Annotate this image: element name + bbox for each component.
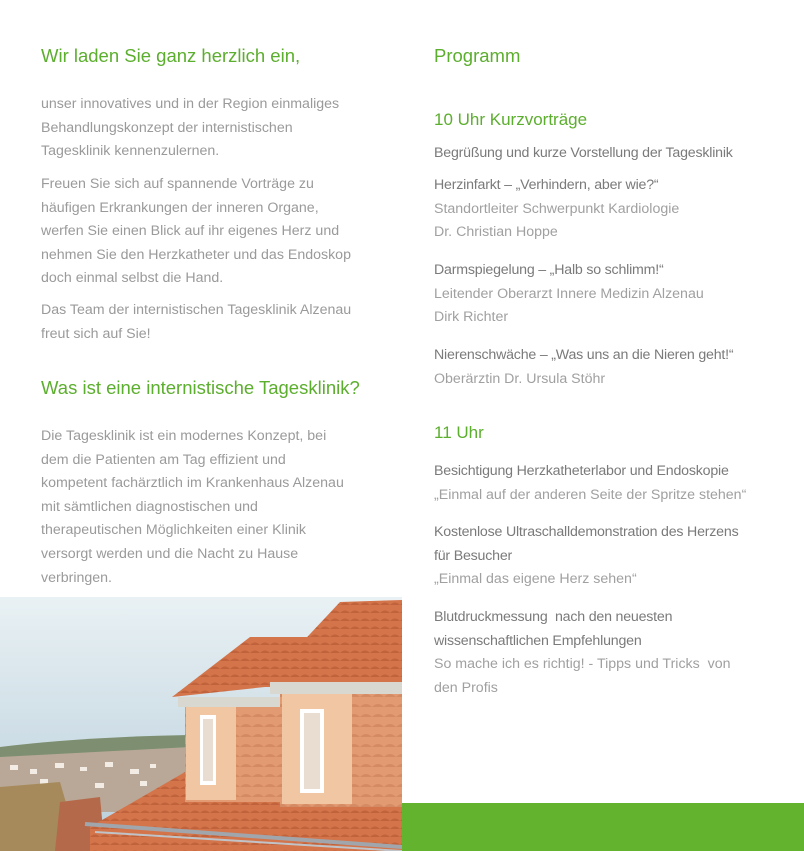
program-item-title: Besichtigung Herzkatheterlabor und Endoskopie [434, 463, 729, 479]
program-item-title: wissenschaftlichen Empfehlungen [434, 632, 642, 649]
text-line: kompetent fachärztlich im Krankenhaus Alzenau [41, 475, 344, 492]
program-item-speaker-role: Standortleiter Schwerpunkt Kardiologie [434, 200, 680, 217]
program-item-title: für Besucher [434, 547, 513, 564]
program-item-speaker-name: Dirk Richter [434, 309, 509, 326]
definition-paragraph [41, 425, 344, 590]
block-10-uhr-title: 10 Uhr Kurzvorträge [434, 110, 588, 129]
text-line: Die Tagesklinik ist ein modernes Konzept, bei [41, 428, 327, 444]
program-item-title: Nierenschwäche – „Was uns an die Nieren geht!“ [434, 347, 734, 363]
text-line: mit sämtlichen diagnostischen und [41, 498, 258, 515]
program-item-blutdruck [434, 606, 730, 700]
text-line: therapeutischen Möglichkeiten einer Klinik [41, 522, 306, 539]
building-roof-photo [0, 597, 402, 851]
heading-what-is: Was ist eine internistische Tagesklinik? [41, 377, 360, 398]
program-item-subtitle: den Profis [434, 679, 498, 696]
lectures-paragraph [41, 173, 351, 291]
intro-paragraph [41, 93, 339, 164]
text-line: Das Team der internistischen Tagesklinik Alzenau [41, 302, 352, 318]
program-item-title: Blutdruckmessung nach den neuesten [434, 609, 673, 625]
heading-invitation: Wir laden Sie ganz herzlich ein, [41, 45, 301, 66]
program-item-subtitle: So mache ich es richtig! - Tipps und Tricks von [434, 656, 731, 673]
text-line: Freuen Sie sich auf spannende Vorträge zu [41, 176, 314, 192]
text-line: versorgt werden und die Nacht zu Hause [41, 545, 299, 562]
program-item-title: Darmspiegelung – „Halb so schlimm!“ [434, 262, 664, 278]
block-11-uhr-title: 11 Uhr [434, 423, 484, 442]
text-line: verbringen. [41, 569, 112, 586]
program-item-speaker-role: Leitender Oberarzt Innere Medizin Alzenau [434, 285, 704, 302]
program-item-subtitle: „Einmal auf der anderen Seite der Spritze stehen“ [434, 486, 747, 503]
program-item-speaker-name: Dr. Christian Hoppe [434, 224, 558, 241]
program-item-speaker-name: Oberärztin Dr. Ursula Stöhr [434, 370, 606, 387]
text-line: Tagesklinik kennenzulernen. [41, 143, 220, 160]
program-item-title: Herzinfarkt – „Verhindern, aber wie?“ [434, 177, 659, 193]
program-item-subtitle: „Einmal das eigene Herz sehen“ [434, 571, 637, 588]
text-line: doch einmal selbst die Hand. [41, 270, 224, 287]
text-line: häufigen Erkrankungen der inneren Organe, [41, 199, 319, 216]
program-item-ultraschall [434, 521, 738, 592]
program-item-besichtigung [434, 460, 746, 507]
heading-program: Programm [434, 45, 521, 66]
program-item-nierenschwaeche [434, 344, 733, 391]
text-line: Behandlungskonzept der internistischen [41, 119, 293, 136]
text-line: nehmen Sie den Herzkatheter und das Endoskop [41, 246, 351, 263]
team-paragraph [41, 299, 351, 346]
program-item-title: Kostenlose Ultraschalldemonstration des Herzens [434, 524, 739, 540]
text-line: unser innovatives und in der Region einmaliges [41, 96, 340, 112]
text-line: dem die Patienten am Tag effizient und [41, 451, 286, 468]
program-item-darmspiegelung [434, 259, 704, 330]
footer-green-bar [402, 803, 804, 851]
program-item-herzinfarkt [434, 174, 679, 245]
program-item-welcome: Begrüßung und kurze Vorstellung der Tagesklinik [434, 145, 733, 161]
text-line: werfen Sie einen Blick auf ihr eigenes Herz und [41, 223, 340, 240]
text-line: freut sich auf Sie! [41, 325, 151, 342]
